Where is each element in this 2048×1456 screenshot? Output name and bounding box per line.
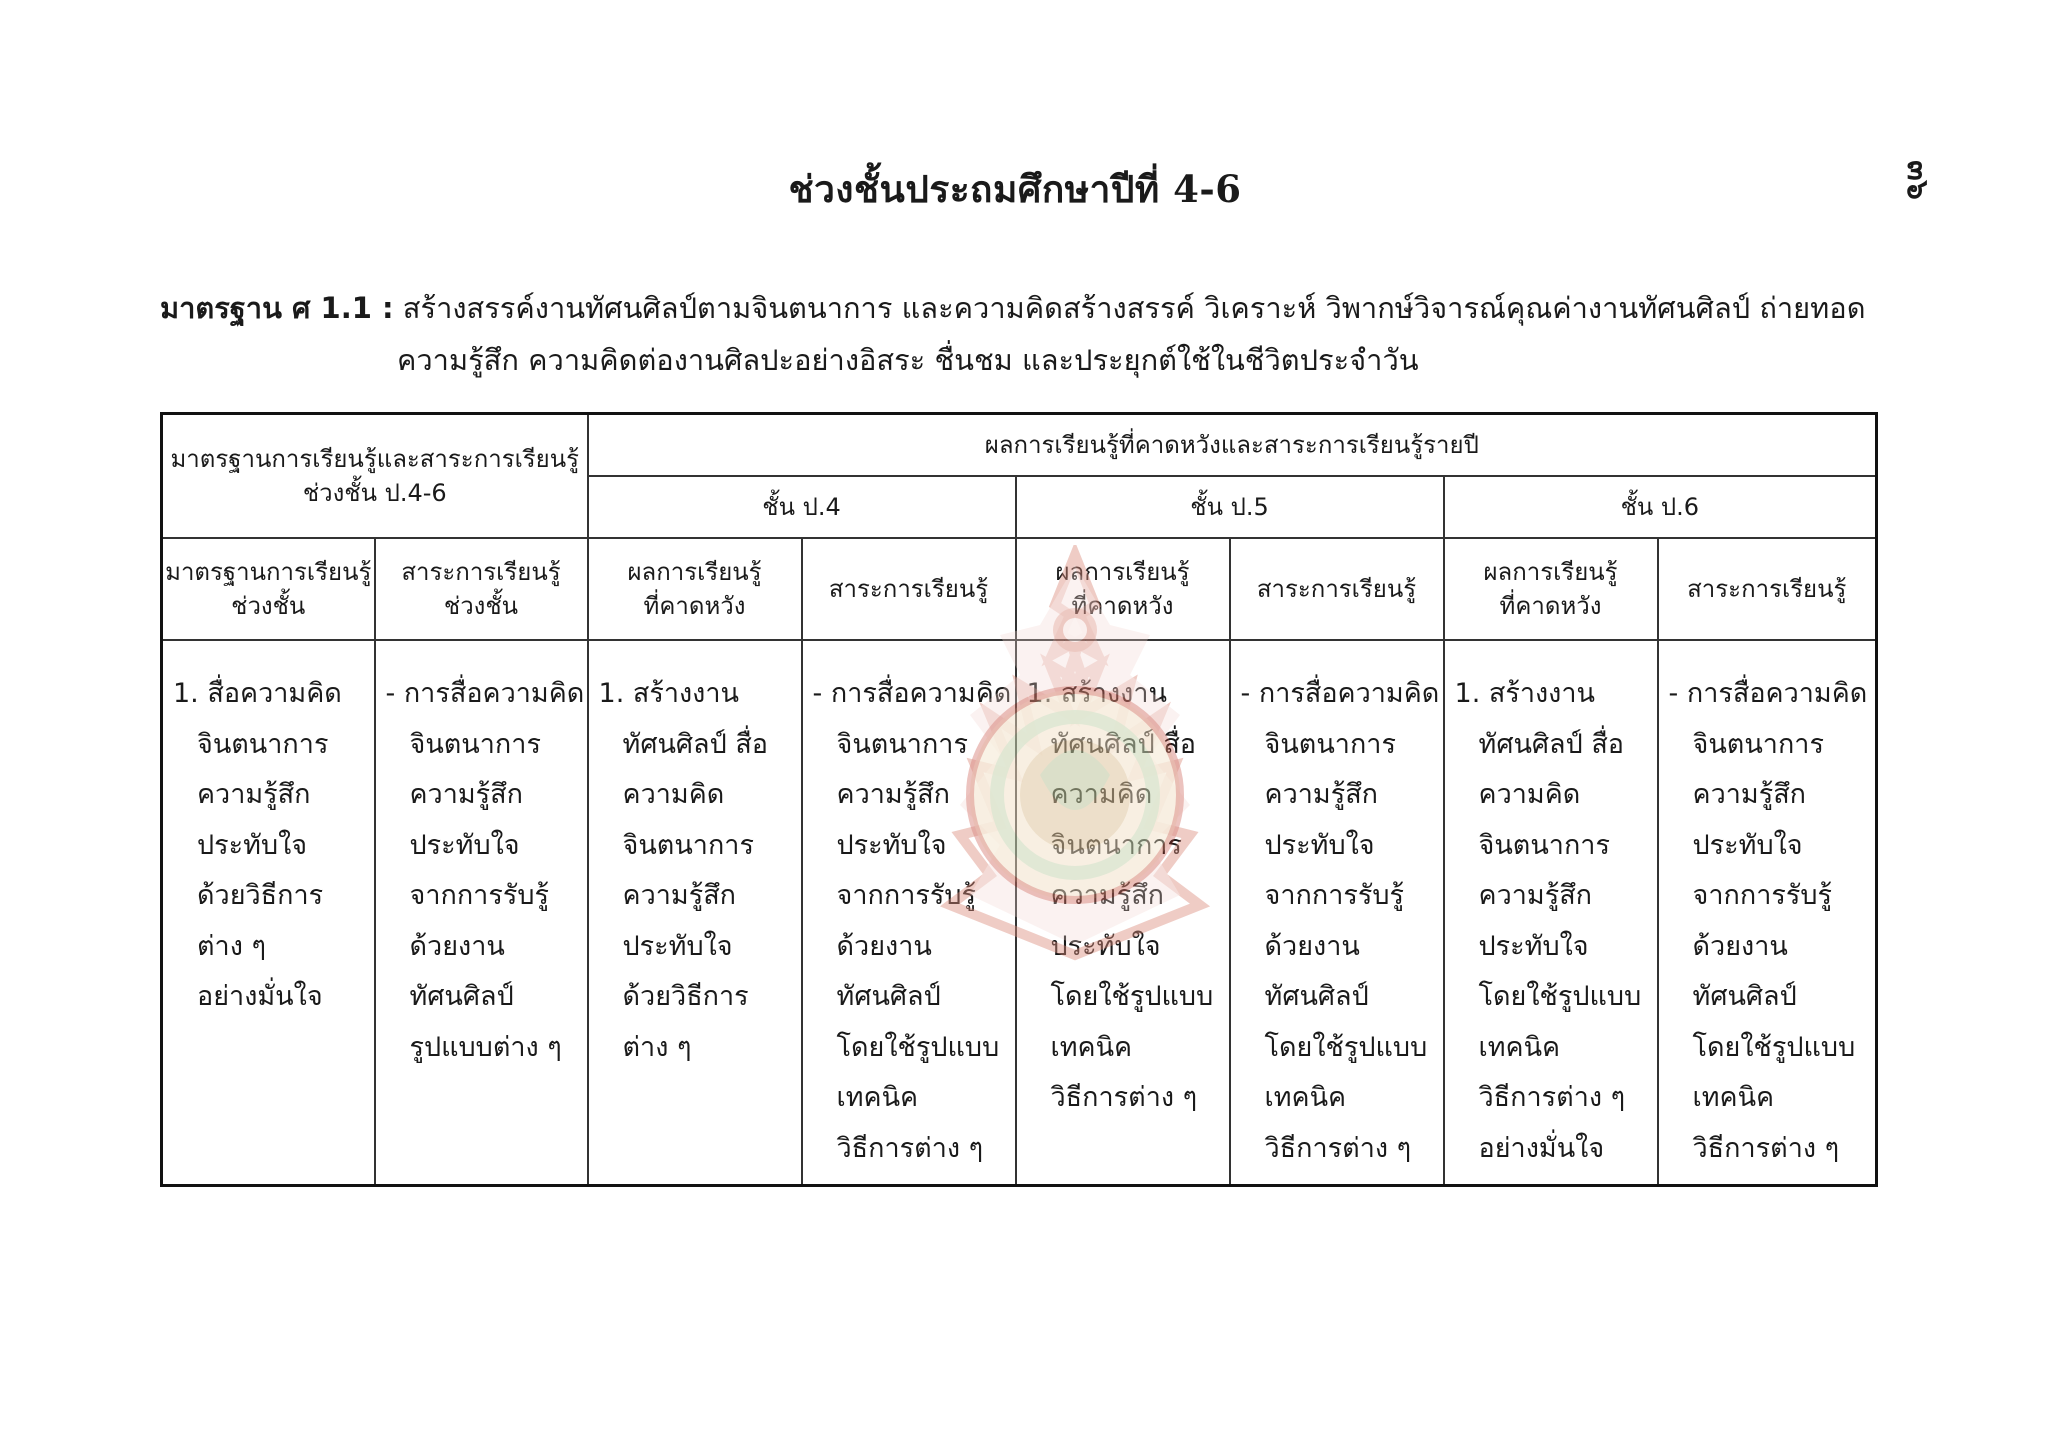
cell-line: จินตนาการ (1264, 728, 1396, 760)
column-header-line: ช่วงชั้น (443, 592, 519, 620)
cell-line: 1. สร้างงาน (1454, 678, 1595, 709)
group-header-left-line1: มาตรฐานการเรียนรู้และสาระการเรียนรู้ (170, 445, 580, 473)
column-p6-outcome-header (1444, 538, 1658, 640)
cell-line: ประทับใจ (1264, 829, 1375, 861)
p6-outcome-cell (1444, 640, 1658, 1186)
cell-line: ความคิด (622, 779, 725, 810)
cell-line: ต่าง ๆ (197, 930, 266, 962)
column-p4-outcome-header (588, 538, 802, 640)
cell-line: จินตนาการ (197, 728, 329, 760)
cell-line: วิธีการต่าง ๆ (1264, 1132, 1412, 1164)
column-header-line: สาระการเรียนรู้ (401, 558, 561, 586)
column-header-line: ผลการเรียนรู้ (1055, 558, 1190, 586)
cell-line: ความรู้สึก (622, 880, 737, 911)
cell-line: ด้วยวิธีการ (197, 880, 324, 911)
cell-line: ทัศนศิลป์ (836, 981, 941, 1012)
cell-line: 1. สร้างงาน (598, 678, 739, 709)
cell-line: ด้วยวิธีการ (622, 981, 749, 1012)
cell-line: จินตนาการ (1050, 829, 1182, 861)
cell-line: โดยใช้รูปแบบ (1692, 1031, 1856, 1063)
column-p4-content-header (802, 538, 1016, 640)
cell-line: จินตนาการ (622, 829, 754, 861)
cell-line: จินตนาการ (1478, 829, 1610, 861)
cell-line: วิธีการต่าง ๆ (1692, 1132, 1840, 1164)
cell-line: ด้วยงาน (1264, 930, 1360, 962)
cell-line: โดยใช้รูปแบบ (836, 1031, 1000, 1063)
cell-line: ทัศนศิลป์ (1692, 981, 1797, 1012)
cell-line: เทคนิค (1692, 1082, 1775, 1113)
cell-line: ความรู้สึก (836, 779, 951, 810)
cell-line: จากการรับรู้ (836, 880, 976, 911)
p5-content-cell (1230, 640, 1444, 1186)
cell-line: ด้วยงาน (1692, 930, 1788, 962)
column-content-header (375, 538, 588, 640)
cell-line: - การสื่อความคิด (1668, 678, 1868, 709)
cell-line: ประทับใจ (1478, 930, 1589, 962)
standard-statement (160, 282, 1880, 386)
cell-line: วิธีการต่าง ๆ (836, 1132, 984, 1164)
column-header-line: ผลการเรียนรู้ (1483, 558, 1618, 586)
column-header-line: สาระการเรียนรู้ (1687, 575, 1847, 603)
cell-line: เทคนิค (1478, 1031, 1561, 1063)
cell-line: เทคนิค (1264, 1082, 1347, 1113)
cell-line: ความรู้สึก (1692, 779, 1807, 810)
cell-line: เทคนิค (1050, 1031, 1133, 1063)
cell-line: ความรู้สึก (409, 779, 524, 810)
column-header-line: ช่วงชั้น (231, 592, 306, 620)
cell-line: ความรู้สึก (1478, 880, 1593, 911)
group-header-left-line2: ช่วงชั้น ป.4-6 (302, 479, 447, 507)
column-header-line: สาระการเรียนรู้ (1256, 575, 1417, 603)
cell-line: จินตนาการ (836, 728, 968, 760)
column-p5-outcome-header (1016, 538, 1230, 640)
cell-line: ประทับใจ (1050, 930, 1161, 962)
cell-line: วิธีการต่าง ๆ (1478, 1082, 1626, 1113)
standard-text-line1: สร้างสรรค์งานทัศนศิลป์ตามจินตนาการ และความคิดสร้างสรรค์ วิเคราะห์ วิพากษ์วิจารณ์คุณค่างานทัศนศิลป์ ถ่ายทอด (393, 291, 1866, 325)
cell-line: - การสื่อความคิด (1240, 678, 1440, 709)
cell-line: วิธีการต่าง ๆ (1050, 1082, 1198, 1113)
cell-line: โดยใช้รูปแบบ (1264, 1031, 1428, 1063)
column-header-line: ที่คาดหวัง (1071, 592, 1174, 620)
std-cell (162, 640, 375, 1186)
column-std-header (162, 538, 375, 640)
column-header-line: มาตรฐานการเรียนรู้ (165, 558, 372, 586)
cell-line: เทคนิค (836, 1082, 919, 1113)
curriculum-table (160, 412, 1878, 1187)
column-header-line: ผลการเรียนรู้ (627, 558, 762, 586)
cell-line: ความรู้สึก (197, 779, 311, 810)
p4-outcome-cell (588, 640, 802, 1186)
cell-line: จากการรับรู้ (409, 880, 549, 911)
cell-line: ประทับใจ (836, 829, 947, 861)
cell-line: ประทับใจ (622, 930, 733, 962)
cell-line: จินตนาการ (409, 728, 541, 760)
cell-line: ทัศนศิลป์ สื่อ (622, 728, 769, 760)
cell-line: โดยใช้รูปแบบ (1050, 981, 1214, 1012)
page-number: ๓๖ (1900, 160, 1936, 200)
p5-outcome-cell (1016, 640, 1230, 1186)
group-header-right: ผลการเรียนรู้ที่คาดหวังและสาระการเรียนรู้รายปี (588, 414, 1877, 477)
cell-line: อย่างมั่นใจ (1478, 1132, 1605, 1164)
cell-line: ทัศนศิลป์ สื่อ (1478, 728, 1625, 760)
cell-line: 1. สื่อความคิด (173, 678, 342, 709)
column-p5-content-header (1230, 538, 1444, 640)
cell-line: ความรู้สึก (1050, 880, 1165, 911)
cell-line: 1. สร้างงาน (1026, 678, 1167, 709)
standard-label: มาตรฐาน ศ 1.1 : (160, 291, 394, 325)
page-title: ช่วงชั้นประถมศึกษาปีที่ 4-6 (788, 167, 1242, 211)
grade-header-p5: ชั้น ป.5 (1016, 476, 1444, 538)
cell-line: จินตนาการ (1692, 728, 1824, 760)
cell-line: จากการรับรู้ (1692, 880, 1832, 911)
cell-line: ประทับใจ (197, 829, 308, 861)
p6-content-cell (1658, 640, 1877, 1186)
column-p6-content-header (1658, 538, 1877, 640)
column-header-line: สาระการเรียนรู้ (828, 575, 989, 603)
cell-line: ทัศนศิลป์ (409, 981, 514, 1012)
standard-text-line2: ความรู้สึก ความคิดต่องานศิลปะอย่างอิสระ ชื่นชม และประยุกต์ใช้ในชีวิตประจำวัน (397, 343, 1419, 377)
cell-line: ด้วยงาน (409, 930, 505, 962)
cell-line: ความรู้สึก (1264, 779, 1379, 810)
cell-line: อย่างมั่นใจ (197, 981, 323, 1012)
cell-line: โดยใช้รูปแบบ (1478, 981, 1642, 1012)
cell-line: ประทับใจ (1692, 829, 1803, 861)
cell-line: ด้วยงาน (836, 930, 932, 962)
cell-line: รูปแบบต่าง ๆ (409, 1031, 562, 1063)
column-header-line: ที่คาดหวัง (643, 592, 746, 620)
cell-line: ความคิด (1478, 779, 1581, 810)
cell-line: ความคิด (1050, 779, 1153, 810)
cell-line: ทัศนศิลป์ สื่อ (1050, 728, 1197, 760)
group-header-left (162, 414, 588, 539)
cell-line: จากการรับรู้ (1264, 880, 1404, 911)
p4-content-cell (802, 640, 1016, 1186)
grade-header-p4: ชั้น ป.4 (588, 476, 1016, 538)
content-cell (375, 640, 588, 1186)
cell-line: ต่าง ๆ (622, 1031, 692, 1063)
cell-line: ประทับใจ (409, 829, 520, 861)
column-header-line: ที่คาดหวัง (1499, 592, 1602, 620)
grade-header-p6: ชั้น ป.6 (1444, 476, 1877, 538)
cell-line: - การสื่อความคิด (385, 678, 585, 709)
cell-line: ทัศนศิลป์ (1264, 981, 1369, 1012)
cell-line: - การสื่อความคิด (812, 678, 1012, 709)
